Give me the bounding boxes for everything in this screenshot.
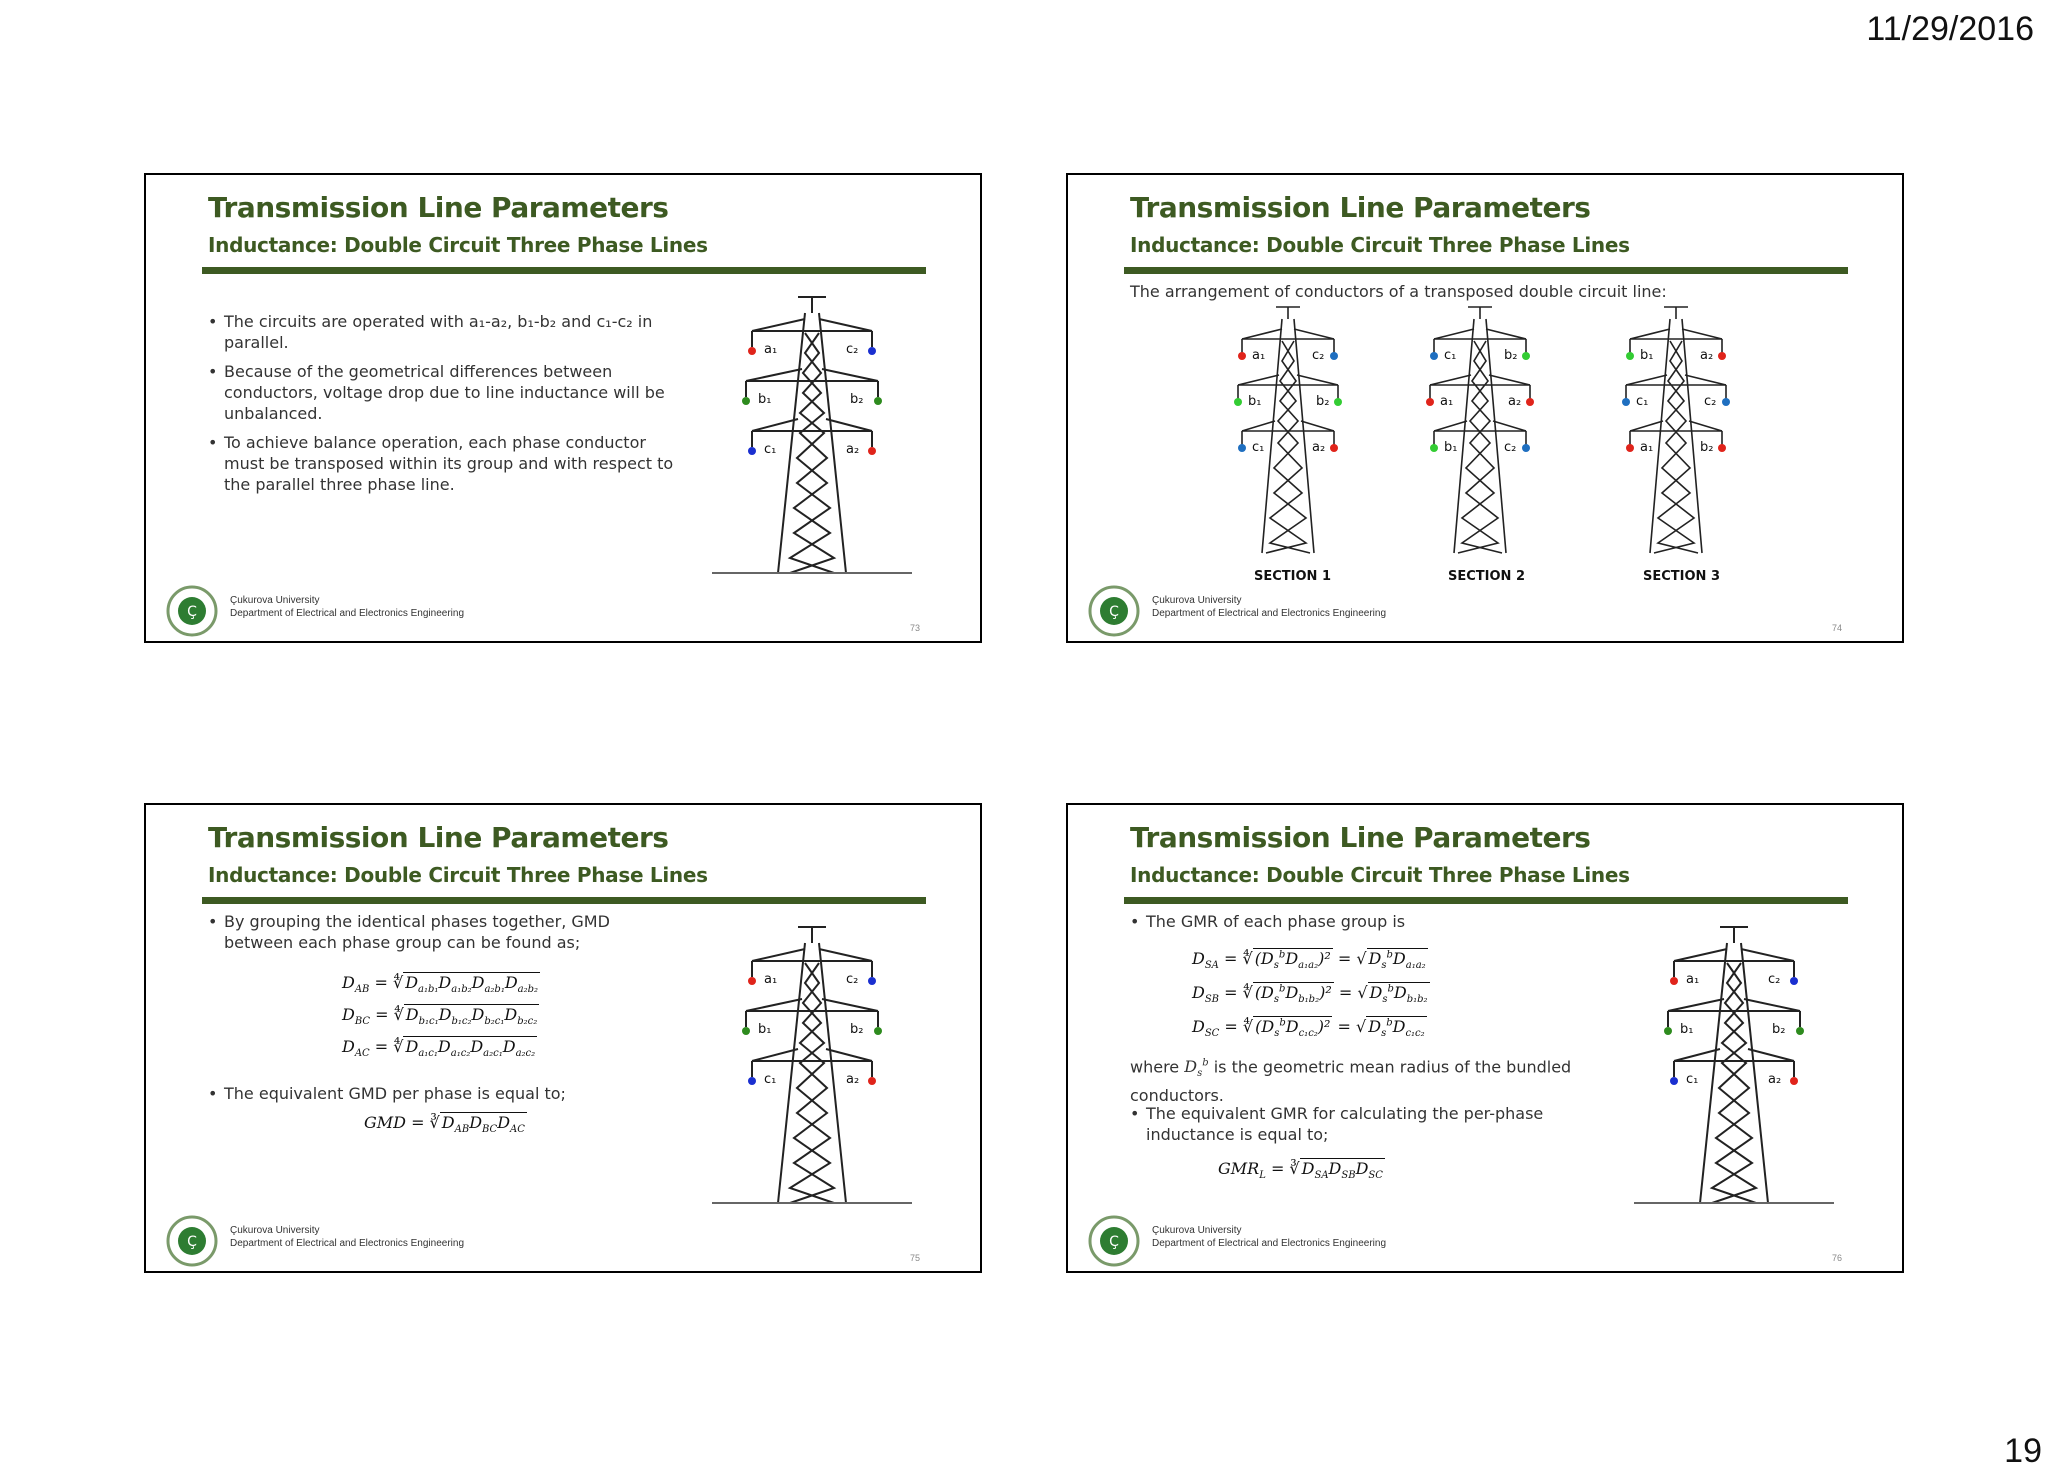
university-logo (166, 585, 218, 637)
conductor-label: b₁ (1640, 348, 1654, 363)
bullet-item: • To achieve balance operation, each phase conductor must be transposed within its group and with respect to the parallel three phase line. (224, 432, 678, 495)
bullet-item: • The GMR of each phase group is (1146, 911, 1600, 932)
svg-text:Ç: Ç (1109, 604, 1119, 620)
svg-text:Ç: Ç (187, 604, 197, 620)
conductor-label: c₁ (1636, 394, 1649, 409)
footer-department: Department of Electrical and Electronics Engineering (230, 608, 465, 619)
slide-number: 76 (1831, 1253, 1842, 1263)
slide-76 (1066, 803, 1904, 1273)
formula-dbc: $D_{BC}$ = ∜ $D_{b_1c_1}D_{b_1c_2}D_{b_2c_1}D_{b_2c_2}$ (342, 1005, 538, 1028)
title-rule (1124, 897, 1848, 904)
conductor-label: a₂ (1768, 1072, 1782, 1087)
slide-title: Transmission Line Parameters (1130, 821, 1591, 854)
conductor-label: a₁ (1686, 972, 1700, 987)
conductor-dot (748, 347, 756, 355)
conductor-label: a₁ (1252, 348, 1266, 363)
title-rule (202, 897, 926, 904)
bullet-list (208, 1083, 678, 1112)
where-text (1130, 1053, 1580, 1106)
footer-department: Department of Electrical and Electronics Engineering (230, 1238, 465, 1249)
conductor-label: b₂ (850, 1022, 864, 1037)
where-body: is the geometric mean radius of the bundled conductors. (1130, 1057, 1572, 1105)
conductor-label: c₁ (1686, 1072, 1699, 1087)
bullet-item: • The circuits are operated with a₁-a₂, b₁-b₂ and c₁-c₂ in parallel. (224, 311, 678, 353)
title-rule (202, 267, 926, 274)
bullet-list (1130, 911, 1600, 940)
conductor-label: c₂ (1312, 348, 1325, 363)
conductor-label: b₂ (1772, 1022, 1786, 1037)
formula-dab: $D_{AB}$ = ∜ $D_{a_1b_1}D_{a_1b_2}D_{a_2b_1}D_{a_2b_2}$ (342, 973, 539, 996)
conductor-label: c₂ (1704, 394, 1717, 409)
page-number: 19 (2004, 1432, 2042, 1470)
slide-subtitle: Inductance: Double Circuit Three Phase Lines (208, 863, 708, 887)
section-label: SECTION 2 (1448, 569, 1525, 584)
conductor-label: a₂ (846, 442, 860, 457)
conductor-label: a₂ (1700, 348, 1714, 363)
intro-text: The arrangement of conductors of a transposed double circuit line: (1130, 282, 1667, 301)
university-logo (166, 1215, 218, 1267)
conductor-label: b₁ (758, 392, 772, 407)
conductor-label: b₁ (1444, 440, 1458, 455)
conductor-dot (868, 447, 876, 455)
slide-subtitle: Inductance: Double Circuit Three Phase Lines (1130, 233, 1630, 257)
bullet-item: • The equivalent GMR for calculating the per-phase inductance is equal to; (1146, 1103, 1580, 1145)
conductor-dot (868, 347, 876, 355)
conductor-label: b₂ (1700, 440, 1714, 455)
tower-section-2 (1410, 303, 1550, 563)
tower-structure (712, 297, 912, 573)
tower-section-1 (1218, 303, 1358, 563)
conductor-label: b₂ (1504, 348, 1518, 363)
formula-gmrl: $GMR_L$ = ∛ $D_{SA}D_{SB}D_{SC}$ (1218, 1159, 1383, 1182)
transmission-tower-diagram (1624, 923, 1844, 1213)
conductor-label: b₁ (1680, 1022, 1694, 1037)
slide-subtitle: Inductance: Double Circuit Three Phase Lines (208, 233, 708, 257)
formula-dac: $D_{AC}$ = ∜ $D_{a_1c_1}D_{a_1c_2}D_{a_2c_1}D_{a_2c_2}$ (342, 1037, 536, 1060)
conductor-label: a₂ (846, 1072, 860, 1087)
svg-text:Ç: Ç (187, 1234, 197, 1250)
slide-subtitle: Inductance: Double Circuit Three Phase Lines (1130, 863, 1630, 887)
transmission-tower-diagram (702, 923, 922, 1213)
formula-dsb: $D_{SB}$ = ∜ $(D_s^bD_{b_1b_2})^2$ = √ $D_s^bD_{b_1b_2}$ (1192, 983, 1428, 1006)
slide-74 (1066, 173, 1904, 643)
bullet-list (208, 311, 678, 503)
conductor-label: b₂ (850, 392, 864, 407)
conductor-label: b₁ (758, 1022, 772, 1037)
section-label: SECTION 3 (1643, 569, 1720, 584)
conductor-label: a₁ (1640, 440, 1654, 455)
conductor-label: c₁ (1444, 348, 1457, 363)
slide-73 (144, 173, 982, 643)
footer-university: Çukurova University (1152, 595, 1242, 606)
conductor-label: b₁ (1248, 394, 1262, 409)
footer-university: Çukurova University (230, 1225, 320, 1236)
conductor-dot (748, 447, 756, 455)
formula-dsc: $D_{SC}$ = ∜ $(D_s^bD_{c_1c_2})^2$ = √ $D_s^bD_{c_1c_2}$ (1192, 1017, 1425, 1040)
bullet-item: • By grouping the identical phases together, GMD between each phase group can be found as; (224, 911, 678, 953)
bullet-list (1130, 1103, 1580, 1153)
conductor-label: a₂ (1312, 440, 1326, 455)
title-rule (1124, 267, 1848, 274)
footer-university: Çukurova University (1152, 1225, 1242, 1236)
conductor-label: c₁ (764, 1072, 777, 1087)
slide-number: 73 (909, 623, 920, 633)
section-label: SECTION 1 (1254, 569, 1331, 584)
footer-department: Department of Electrical and Electronics Engineering (1152, 608, 1387, 619)
university-logo (1088, 1215, 1140, 1267)
svg-text:Ç: Ç (1109, 1234, 1119, 1250)
slide-number: 74 (1831, 623, 1842, 633)
conductor-label: c₁ (1252, 440, 1265, 455)
conductor-label: a₁ (764, 342, 778, 357)
conductor-dot (742, 397, 750, 405)
page-date: 11/29/2016 (1866, 10, 2034, 48)
conductor-label: c₂ (1768, 972, 1781, 987)
conductor-label: c₂ (846, 972, 859, 987)
conductor-label: c₂ (846, 342, 859, 357)
formula-dsa: $D_{SA}$ = ∜ $(D_s^bD_{a_1a_2})^2$ = √ $D_s^bD_{a_1a_2}$ (1192, 949, 1426, 972)
conductor-label: c₂ (1504, 440, 1517, 455)
university-logo (1088, 585, 1140, 637)
transmission-tower-diagram (702, 293, 922, 583)
conductor-label: c₁ (764, 442, 777, 457)
footer-department: Department of Electrical and Electronics Engineering (1152, 1238, 1387, 1249)
slide-title: Transmission Line Parameters (208, 191, 669, 224)
footer-university: Çukurova University (230, 595, 320, 606)
conductor-label: b₂ (1316, 394, 1330, 409)
conductor-label: a₂ (1508, 394, 1522, 409)
bullet-item: • The equivalent GMD per phase is equal to; (224, 1083, 678, 1104)
ds-symbol: $D_s^b$ (1184, 1057, 1209, 1080)
slide-number: 75 (909, 1253, 920, 1263)
conductor-label: a₁ (764, 972, 778, 987)
bullet-item: • Because of the geometrical differences between conductors, voltage drop due to line inductance will be unbalanced. (224, 361, 678, 424)
tower-section-3 (1606, 303, 1746, 563)
slide-title: Transmission Line Parameters (208, 821, 669, 854)
formula-gmd: GMD = ∛ $D_{AB}D_{BC}D_{AC}$ (364, 1113, 525, 1136)
where-prefix: where (1130, 1057, 1180, 1077)
slide-75 (144, 803, 982, 1273)
conductor-dot (874, 397, 882, 405)
bullet-list (208, 911, 678, 961)
conductor-label: a₁ (1440, 394, 1454, 409)
slide-title: Transmission Line Parameters (1130, 191, 1591, 224)
